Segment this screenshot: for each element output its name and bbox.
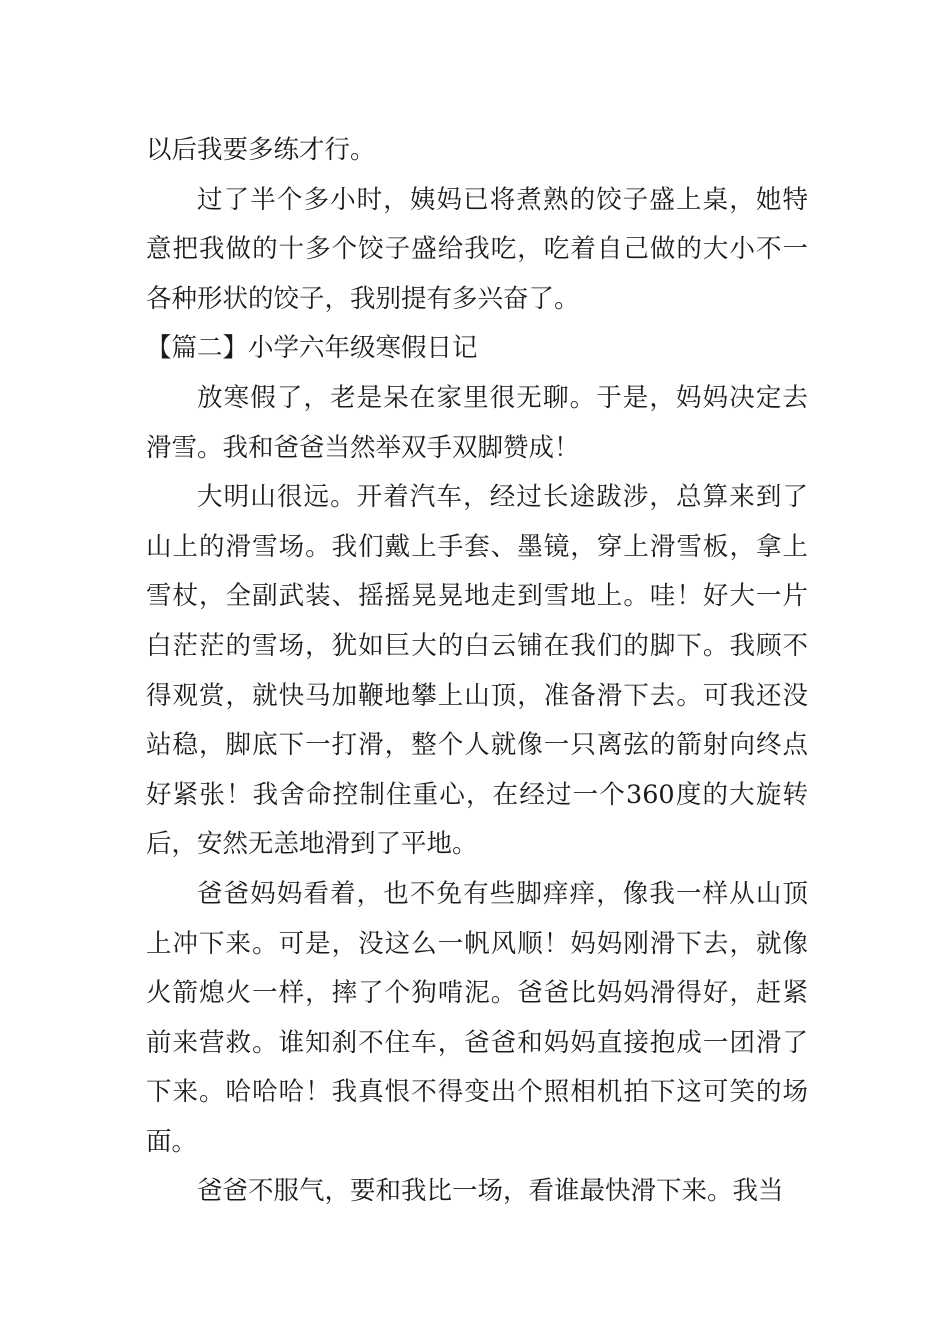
section-heading: 【篇二】小学六年级寒假日记	[146, 333, 478, 364]
paragraph-ski-resort: 大明山很远。开着汽车，经过长途跋涉，总算来到了山上的滑雪场。我们戴上手套、墨镜，穿上滑雪板，拿上雪杖，全副武装、摇摇晃晃地走到雪地上。哇！好大一片白茫茫的雪场，犹如巨大的白云铺在我们的脚下。我顾不得观赏，就快马加鞭地攀上山顶，准备滑下去。可我还没站稳，脚底下一打滑，整个人就像一只离弦的箭射向终点好紧张！我舍命控制住重心，在经过一个360度的大旋转后，安然无恙地滑到了平地。	[146, 482, 808, 860]
document-body	[146, 126, 808, 1217]
paragraph-continuation: 以后我要多练才行。	[146, 135, 376, 165]
paragraph-winter-break: 放寒假了，老是呆在家里很无聊。于是，妈妈决定去滑雪。我和爸爸当然举双手双脚赞成！	[146, 382, 808, 463]
paragraph-dumplings: 过了半个多小时，姨妈已将煮熟的饺子盛上桌，她特意把我做的十多个饺子盛给我吃，吃着自己做的大小不一各种形状的饺子，我别提有多兴奋了。	[146, 184, 808, 314]
paragraph-race: 爸爸不服气，要和我比一场，看谁最快滑下来。我当	[197, 1176, 784, 1207]
paragraph-parents-skiing: 爸爸妈妈看着，也不免有些脚痒痒，像我一样从山顶上冲下来。可是，没这么一帆风顺！妈妈刚滑下去，就像火箭熄火一样，摔了个狗啃泥。爸爸比妈妈滑得好，赶紧前来营救。谁知刹不住车，爸爸和妈妈直接抱成一团滑了下来。哈哈哈！我真恨不得变出个照相机拍下这可笑的场面。	[146, 878, 808, 1157]
